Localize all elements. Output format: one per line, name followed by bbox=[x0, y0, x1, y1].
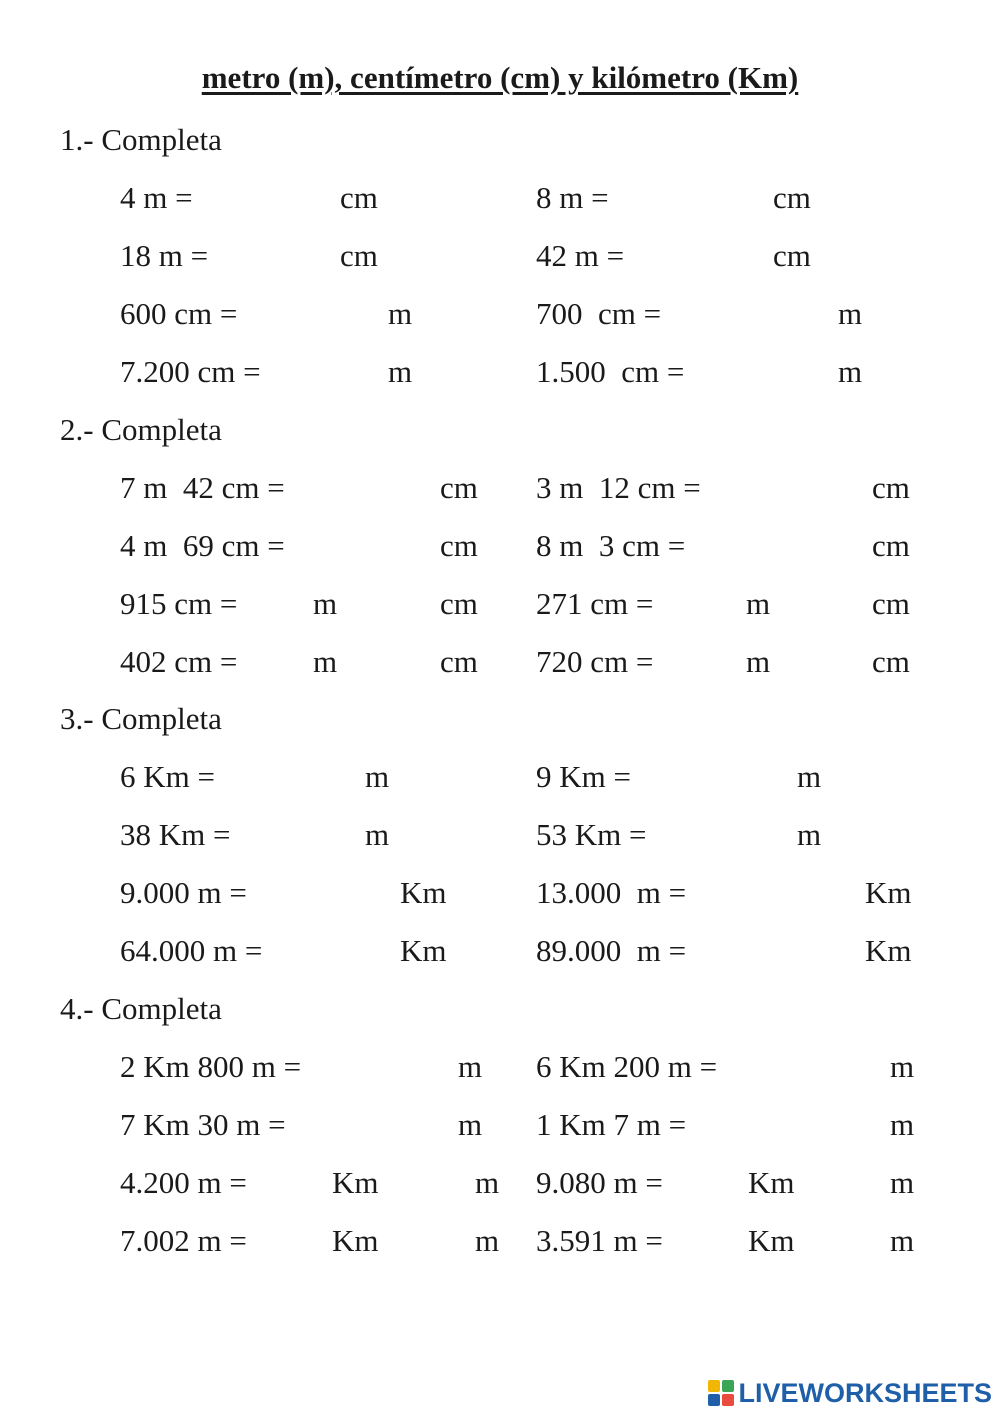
exercise-expression: 271 cm = bbox=[536, 586, 654, 621]
unit-label: cm bbox=[340, 180, 378, 215]
unit-label: Km bbox=[400, 875, 447, 910]
exercise-expression: 7.002 m = bbox=[120, 1223, 247, 1258]
unit-label: Km bbox=[332, 1223, 379, 1258]
unit-label: Km bbox=[865, 933, 912, 968]
unit-label: Km bbox=[748, 1223, 795, 1258]
exercise-expression: 53 Km = bbox=[536, 817, 647, 852]
exercise-expression: 3.591 m = bbox=[536, 1223, 663, 1258]
exercise-expression: 7 Km 30 m = bbox=[120, 1107, 286, 1142]
unit-label: m bbox=[890, 1165, 915, 1200]
section-heading: 2.- Completa bbox=[60, 412, 222, 447]
unit-label: cm bbox=[872, 528, 910, 563]
exercise-expression: 38 Km = bbox=[120, 817, 231, 852]
unit-label: m bbox=[475, 1223, 500, 1258]
unit-label: m bbox=[475, 1165, 500, 1200]
exercise-expression: 402 cm = bbox=[120, 644, 238, 679]
exercise-expression: 600 cm = bbox=[120, 296, 238, 331]
logo-text: LIVEWORKSHEETS bbox=[738, 1377, 992, 1408]
unit-label: m bbox=[313, 644, 338, 679]
unit-label: Km bbox=[400, 933, 447, 968]
unit-label: Km bbox=[748, 1165, 795, 1200]
liveworksheets-logo bbox=[708, 1376, 992, 1410]
unit-label: m bbox=[797, 817, 822, 852]
unit-label: m bbox=[746, 586, 771, 621]
exercise-expression: 8 m = bbox=[536, 180, 609, 215]
unit-label: Km bbox=[865, 875, 912, 910]
exercise-expression: 89.000 m = bbox=[536, 933, 687, 968]
exercise-expression: 720 cm = bbox=[536, 644, 654, 679]
section-heading: 3.- Completa bbox=[60, 701, 222, 736]
unit-label: m bbox=[890, 1223, 915, 1258]
unit-label: cm bbox=[872, 644, 910, 679]
unit-label: cm bbox=[440, 470, 478, 505]
unit-label: m bbox=[838, 296, 863, 331]
unit-label: cm bbox=[440, 528, 478, 563]
exercise-expression: 9 Km = bbox=[536, 759, 631, 794]
section-heading: 4.- Completa bbox=[60, 991, 222, 1026]
unit-label: cm bbox=[872, 586, 910, 621]
unit-label: cm bbox=[440, 644, 478, 679]
exercise-expression: 1 Km 7 m = bbox=[536, 1107, 687, 1142]
exercise-expression: 9.080 m = bbox=[536, 1165, 663, 1200]
exercise-expression: 13.000 m = bbox=[536, 875, 687, 910]
logo-mark-icon bbox=[708, 1380, 734, 1406]
unit-label: cm bbox=[872, 470, 910, 505]
unit-label: m bbox=[365, 817, 390, 852]
exercise-expression: 9.000 m = bbox=[120, 875, 247, 910]
exercise-expression: 4.200 m = bbox=[120, 1165, 247, 1200]
exercise-expression: 7 m 42 cm = bbox=[120, 470, 285, 505]
unit-label: m bbox=[890, 1107, 915, 1142]
exercise-expression: 8 m 3 cm = bbox=[536, 528, 686, 563]
exercise-expression: 1.500 cm = bbox=[536, 354, 685, 389]
unit-label: cm bbox=[440, 586, 478, 621]
page-title: metro (m), centímetro (cm) y kilómetro (Km) bbox=[201, 60, 799, 95]
exercise-expression: 64.000 m = bbox=[120, 933, 263, 968]
unit-label: cm bbox=[340, 238, 378, 273]
unit-label: cm bbox=[773, 180, 811, 215]
unit-label: m bbox=[838, 354, 863, 389]
unit-label: Km bbox=[332, 1165, 379, 1200]
unit-label: m bbox=[458, 1049, 483, 1084]
exercise-expression: 42 m = bbox=[536, 238, 625, 273]
exercise-expression: 18 m = bbox=[120, 238, 209, 273]
exercise-expression: 4 m 69 cm = bbox=[120, 528, 285, 563]
exercise-expression: 6 Km = bbox=[120, 759, 215, 794]
unit-label: m bbox=[388, 354, 413, 389]
exercise-expression: 4 m = bbox=[120, 180, 193, 215]
exercise-expression: 700 cm = bbox=[536, 296, 662, 331]
unit-label: m bbox=[365, 759, 390, 794]
exercise-expression: 7.200 cm = bbox=[120, 354, 261, 389]
unit-label: m bbox=[890, 1049, 915, 1084]
unit-label: cm bbox=[773, 238, 811, 273]
unit-label: m bbox=[313, 586, 338, 621]
unit-label: m bbox=[388, 296, 413, 331]
unit-label: m bbox=[458, 1107, 483, 1142]
exercise-expression: 915 cm = bbox=[120, 586, 238, 621]
exercise-expression: 2 Km 800 m = bbox=[120, 1049, 302, 1084]
section-heading: 1.- Completa bbox=[60, 122, 222, 157]
exercise-expression: 3 m 12 cm = bbox=[536, 470, 701, 505]
unit-label: m bbox=[797, 759, 822, 794]
unit-label: m bbox=[746, 644, 771, 679]
exercise-expression: 6 Km 200 m = bbox=[536, 1049, 718, 1084]
